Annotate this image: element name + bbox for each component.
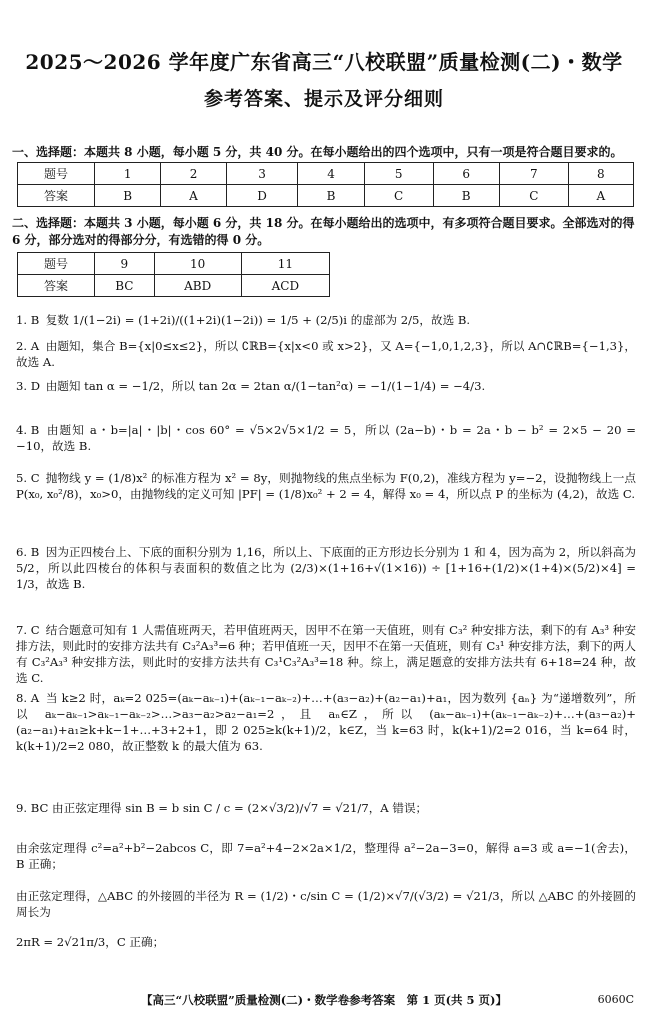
table-row-label: 题号 [18, 163, 95, 185]
solution-number: 4. B [16, 423, 40, 437]
table-row [18, 253, 330, 275]
question-number: 3 [226, 163, 298, 185]
answer-cell: ACD [241, 275, 329, 297]
table-row-label: 答案 [18, 275, 95, 297]
section1-heading: 一、选择题：本题共 8 小题，每小题 5 分，共 40 分。在每小题给出的四个选项中，只有一项是符合题目要求的。 [12, 145, 623, 159]
question-number: 10 [154, 253, 241, 275]
solution-3 [16, 378, 636, 394]
question-number: 11 [241, 253, 329, 275]
solution-number: 3. D [16, 379, 41, 393]
solution-2 [16, 338, 636, 370]
solution-number: 7. C [16, 623, 40, 637]
solution-text: 由余弦定理得 c²=a²+b²−2abcos C，即 7=a²+4−2×2a×1/2，整理得 a²−2a−3=0，解得 a=3 或 a=−1(舍去)，B 正确； [16, 841, 636, 871]
section2-answer-table [17, 252, 330, 297]
solution-text: 2πR = 2√21π/3，C 正确； [16, 935, 165, 949]
question-number: 7 [499, 163, 568, 185]
solution-text: 由题知，集合 B={x|0≤x≤2}，所以 ∁ℝB={x|x<0 或 x>2}，又 A={−1,0,1,2,3}，所以 A∩∁ℝB={−1,3}，故选 A. [16, 339, 636, 369]
table-row-label: 答案 [18, 185, 95, 207]
question-number: 4 [298, 163, 364, 185]
solution-1 [16, 312, 636, 328]
answer-cell: A [161, 185, 226, 207]
solution-text: 复数 1/(1−2i) = (1+2i)/((1+2i)(1−2i)) = 1/5 + (2/5)i 的虚部为 2/5，故选 B. [45, 313, 471, 327]
solution-7 [16, 622, 636, 686]
question-number: 1 [95, 163, 161, 185]
solution-6 [16, 544, 636, 592]
solution-text: 结合题意可知有 1 人需值班两天，若甲值班两天，因甲不在第一天值班，则有 C₃² 种安排方法，剩下的有 A₃³ 种安排方法，则此时的安排方法共有 C₃²A₃³=6 种；若甲值班一天，因甲不在第一天值班，则有 C₃¹ 种安排方法，剩下的两人有 C₃²A₃³ 种安排方法，则此时的安排方法共有 C₃¹C₃²A₃³=18 种。综上，满足题意的安排方法共有 6+18=24 种，故选 C. [16, 623, 636, 685]
table-row [18, 185, 634, 207]
solution-8 [16, 690, 636, 754]
answer-cell: B [298, 185, 364, 207]
page-footer: 【高三“八校联盟”质量检测(二)・数学卷参考答案 第 1 页(共 5 页)】 [140, 993, 507, 1007]
table-row [18, 275, 330, 297]
question-number: 9 [95, 253, 155, 275]
page-subtitle: 参考答案、提示及评分细则 [203, 88, 444, 110]
answer-cell: B [95, 185, 161, 207]
solution-number: 8. A [16, 691, 40, 705]
question-number: 8 [568, 163, 633, 185]
solution-number: 9. BC [16, 801, 49, 815]
page-title: 2025～2026 学年度广东省高三“八校联盟”质量检测(二)・数学 [25, 50, 623, 74]
solution-text: 由正弦定理得 sin B = b sin C / c = (2×√3/2)/√7 = √21/7，A 错误； [52, 801, 428, 815]
solution-text: 由题知 tan α = −1/2，所以 tan 2α = 2tan α/(1−tan²α) = −1/(1−1/4) = −4/3. [45, 379, 486, 393]
question-number: 6 [433, 163, 499, 185]
solution-text: 抛物线 y = (1/8)x² 的标准方程为 x² = 8y，则抛物线的焦点坐标为 F(0,2)，准线方程为 y=−2，设抛物线上一点 P(x₀, x₀²/8)，x₀>0，由抛物线的定义可知 |PF| = (1/8)x₀² + 2 = 4，解得 x₀ = 4，所以点 P 的坐标为 (4,2)，故选 C. [16, 471, 636, 501]
solution-9-part-c [16, 888, 636, 920]
answer-cell: C [499, 185, 568, 207]
answer-cell: A [568, 185, 633, 207]
solution-4 [16, 422, 636, 454]
question-number: 2 [161, 163, 226, 185]
solution-9 [16, 800, 636, 816]
table-row-label: 题号 [18, 253, 95, 275]
section1-answer-table [17, 162, 634, 207]
solution-number: 2. A [16, 339, 40, 353]
answer-cell: BC [95, 275, 155, 297]
answer-cell: D [226, 185, 298, 207]
answer-cell: B [433, 185, 499, 207]
solution-number: 5. C [16, 471, 40, 485]
solution-text: 当 k≥2 时，aₖ=2 025=(aₖ−aₖ₋₁)+(aₖ₋₁−aₖ₋₂)+…+(a₃−a₂)+(a₂−a₁)+a₁，因为数列 {aₙ} 为“递增数列”，所以 aₖ−aₖ₋₁>aₖ₋₁−aₖ₋₂>…>a₃−a₂>a₂−a₁=2，且 aₙ∈Z，所以 (aₖ−aₖ₋₁)+(aₖ₋₁−aₖ₋₂)+…+(a₃−a₂)+(a₂−a₁)+a₁≥k+k−1+…+3+2+1，即 2 025≥k(k+1)/2，k∈Z，当 k=63 时，k(k+1)/2=2 016，当 k=64 时，k(k+1)/2=2 080，故正整数 k 的最大值为 63. [16, 691, 636, 753]
solution-text: 因为正四棱台上、下底的面积分别为 1,16，所以上、下底面的正方形边长分别为 1 和 4，因为高为 2，所以斜高为 5/2，所以此四棱台的体积与表面积的数值之比为 (2/3)×(1+16+√(1×16)) ÷ [1+16+(1/2)×(1+4)×(5/2)×4] = 1/3，故选 B. [16, 545, 637, 591]
answer-cell: C [364, 185, 433, 207]
solution-text: 由正弦定理得，△ABC 的外接圆的半径为 R = (1/2)・c/sin C = (1/2)×√7/(√3/2) = √21/3，所以 △ABC 的外接圆的周长为 [16, 889, 636, 919]
solution-9-part-c-cont [16, 934, 636, 950]
question-number: 5 [364, 163, 433, 185]
solution-5 [16, 470, 636, 502]
solution-9-part-b [16, 840, 636, 872]
table-row [18, 163, 634, 185]
solution-number: 6. B [16, 545, 40, 559]
section2-heading: 二、选择题：本题共 3 小题，每小题 6 分，共 18 分。在每小题给出的选项中，有多项符合题目要求。全部选对的得 6 分，部分选对的得部分分，有选错的得 0 分。 [12, 216, 635, 247]
solution-text: 由题知 a・b=|a|・|b|・cos 60° = √5×2√5×1/2 = 5，所以 (2a−b)・b = 2a・b − b² = 2×5 − 20 = −10，故选 B. [16, 423, 637, 453]
document-code: 6060C [597, 993, 634, 1006]
solution-number: 1. B [16, 313, 40, 327]
answer-cell: ABD [154, 275, 241, 297]
